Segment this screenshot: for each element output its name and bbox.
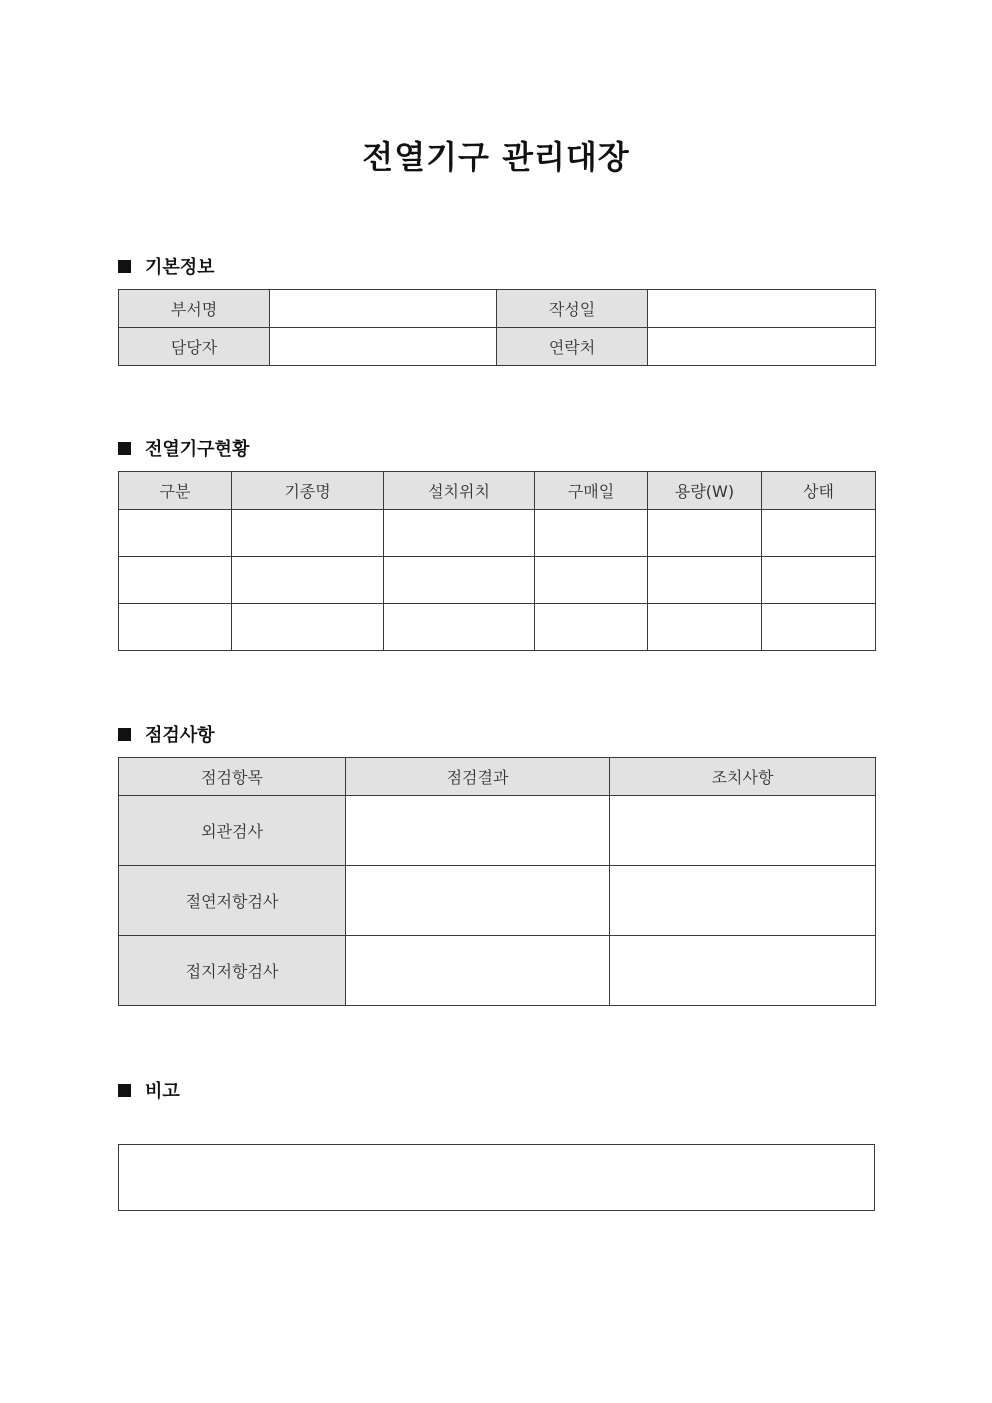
action-taken-cell[interactable] [610,936,876,1006]
date-written-field[interactable] [648,290,876,328]
column-header-action-taken: 조치사항 [610,758,876,796]
table-cell[interactable] [535,557,648,604]
table-cell[interactable] [232,604,384,651]
inspection-table [118,757,876,1006]
section-heading-devices [118,435,249,461]
table-cell[interactable] [762,604,876,651]
section-heading-basic-label: 기본정보 [145,257,215,278]
table-row [119,936,876,1006]
section-heading-basic [118,253,215,279]
manager-label: 담당자 [119,328,270,366]
column-header-inspection-result: 점검결과 [346,758,610,796]
table-cell[interactable] [119,604,232,651]
table-row [119,290,876,328]
table-cell[interactable] [384,510,535,557]
column-header-purchase-date: 구매일 [535,472,648,510]
black-square-icon [118,442,131,455]
table-cell[interactable] [232,510,384,557]
devices-table [118,471,876,651]
table-cell[interactable] [384,557,535,604]
table-cell[interactable] [762,510,876,557]
table-row [119,328,876,366]
table-cell[interactable] [535,510,648,557]
table-row [119,557,876,604]
column-header-status: 상태 [762,472,876,510]
table-cell[interactable] [762,557,876,604]
inspection-item-label: 접지저항검사 [119,936,346,1006]
column-header-capacity: 용량(W) [648,472,762,510]
manager-field[interactable] [270,328,497,366]
action-taken-cell[interactable] [610,866,876,936]
table-cell[interactable] [648,604,762,651]
table-cell[interactable] [232,557,384,604]
contact-label: 연락처 [497,328,648,366]
table-row [119,604,876,651]
inspection-result-cell[interactable] [346,866,610,936]
inspection-result-cell[interactable] [346,796,610,866]
department-field[interactable] [270,290,497,328]
table-row [119,510,876,557]
table-cell[interactable] [648,557,762,604]
date-written-label: 작성일 [497,290,648,328]
contact-field[interactable] [648,328,876,366]
column-header-model: 기종명 [232,472,384,510]
table-cell[interactable] [119,557,232,604]
department-label: 부서명 [119,290,270,328]
section-heading-inspection-label: 점검사항 [145,725,215,746]
table-header-row [119,472,876,510]
section-heading-remarks [118,1077,180,1103]
column-header-inspection-item: 점검항목 [119,758,346,796]
black-square-icon [118,1084,131,1097]
table-header-row [119,758,876,796]
section-heading-inspection [118,721,215,747]
remarks-field[interactable] [118,1144,875,1211]
section-heading-remarks-label: 비고 [145,1081,180,1102]
table-row [119,796,876,866]
table-cell[interactable] [384,604,535,651]
black-square-icon [118,728,131,741]
column-header-category: 구분 [119,472,232,510]
table-row [119,866,876,936]
action-taken-cell[interactable] [610,796,876,866]
table-cell[interactable] [648,510,762,557]
inspection-item-label: 절연저항검사 [119,866,346,936]
basic-info-table [118,289,876,366]
column-header-location: 설치위치 [384,472,535,510]
inspection-result-cell[interactable] [346,936,610,1006]
document-title: 전열기구 관리대장 [362,138,630,176]
table-cell[interactable] [119,510,232,557]
inspection-item-label: 외관검사 [119,796,346,866]
black-square-icon [118,260,131,273]
table-cell[interactable] [535,604,648,651]
section-heading-devices-label: 전열기구현황 [145,439,250,460]
